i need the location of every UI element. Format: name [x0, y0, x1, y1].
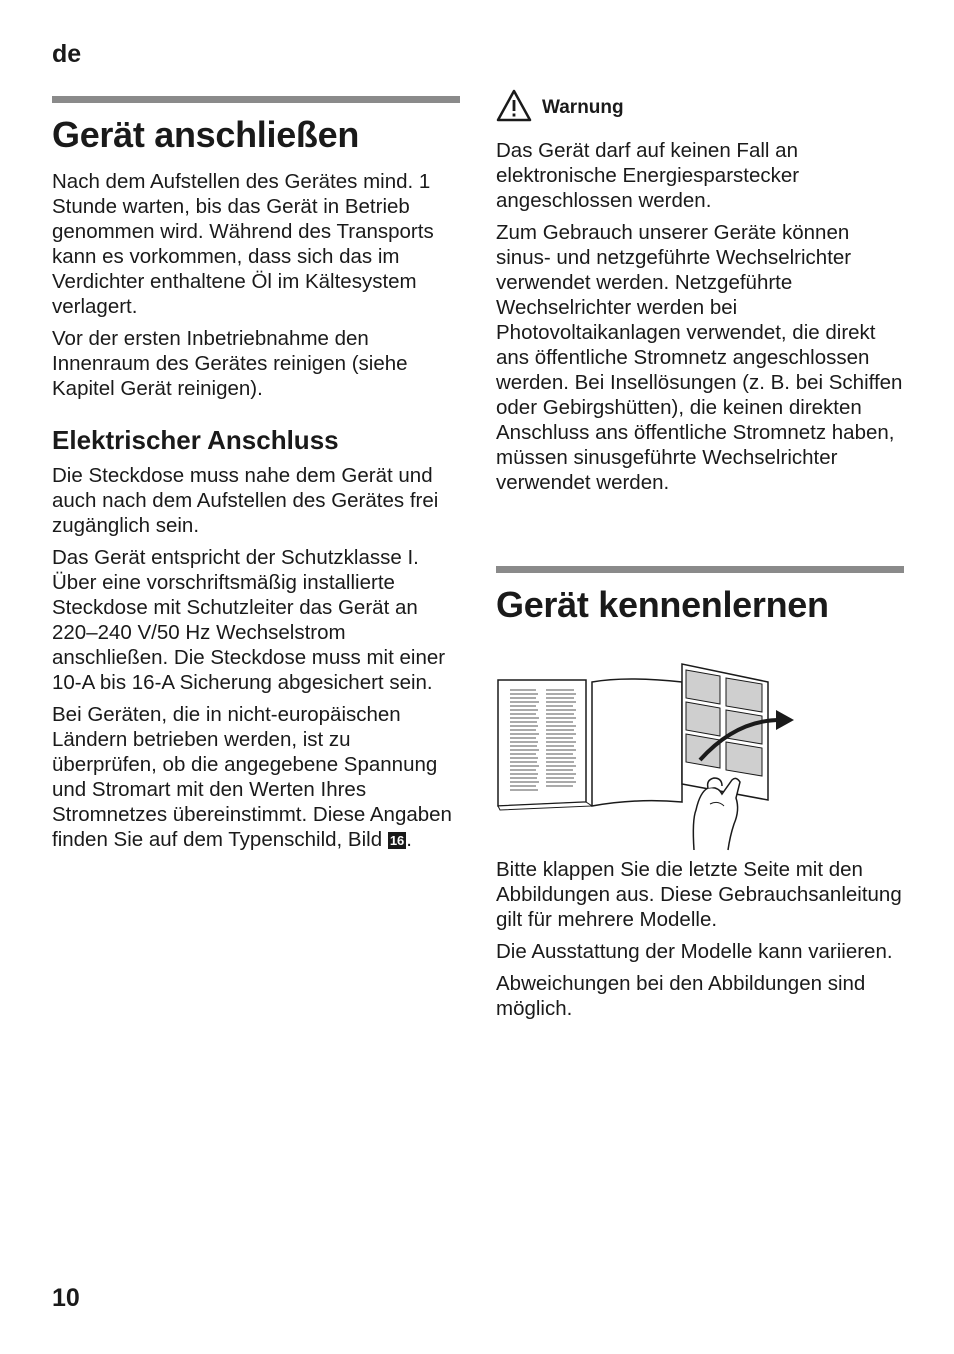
section-title: Gerät kennenlernen: [496, 584, 829, 625]
section-rule: [496, 566, 904, 573]
paragraph: Bitte klappen Sie die letzte Seite mit den Abbildungen aus. Diese Gebrauchsanleitung gilt für mehrere Modelle.: [496, 858, 902, 931]
warning-triangle-icon: [496, 89, 532, 128]
warning-header: [496, 88, 904, 128]
warning-box: [496, 88, 904, 502]
paragraph: Das Gerät entspricht der Schutzklasse I. Über eine vorschriftsmäßig installierte Steckdose mit Schutzleiter das Gerät an 220–240 V/50 Hz Wechselstrom anschließen. Die Steckdose muss mit einer 10-A bis 16-A Sicherung abgesichert sein.: [52, 546, 446, 694]
figure-reference-badge: 16: [389, 833, 405, 848]
paragraph-text: Bei Geräten, die in nicht-europäischen Ländern betrieben werden, ist zu überprüfen, ob die angegebene Spannung und Stromart mit den Werten Ihres Stromnetzes übereinstimmt. Diese Angaben finden Sie auf dem Typenschild, Bild: [52, 703, 452, 851]
paragraph: Vor der ersten Inbetriebnahme den Innenraum des Gerätes reinigen (siehe Kapitel Gerät reinigen).: [52, 327, 408, 400]
paragraph: Nach dem Aufstellen des Gerätes mind. 1 Stunde warten, bis das Gerät in Betrieb genommen wird. Während des Transports kann es vorkommen, dass sich das im Verdichter enthaltene Öl im Kältesystem verlagert.: [52, 170, 434, 318]
paragraph: Abweichungen bei den Abbildungen sind möglich.: [496, 972, 866, 1020]
fold-out-page-illustration: [496, 660, 808, 852]
paragraph: [52, 702, 460, 852]
warning-label: Warnung: [542, 97, 624, 118]
subsection-title: Elektrischer Anschluss: [52, 425, 339, 455]
section-title: Gerät anschließen: [52, 114, 360, 155]
section-rule: [52, 96, 460, 103]
paragraph: Das Gerät darf auf keinen Fall an elektronische Energiesparstecker angeschlossen werden.: [496, 139, 800, 212]
page-number: 10: [52, 1284, 80, 1312]
language-code: de: [52, 40, 82, 68]
figure-reference-suffix: .: [406, 828, 412, 851]
paragraph: Zum Gebrauch unserer Geräte können sinus- und netzgeführte Wechselrichter verwendet werden. Netzgeführte Wechselrichter werden bei Photovoltaikanlagen verwendet, die direkt ans öffentliche Stromnetz angeschlossen werden. Bei Insellösungen (z. B. bei Schiffen oder Gebirgshütten), die keinen direkten Anschluss ans öffentliche Stromnetz haben, müssen sinusgeführte Wechselrichter verwendet werden.: [496, 221, 903, 494]
paragraph: Die Steckdose muss nahe dem Gerät und auch nach dem Aufstellen des Gerätes frei zugänglich sein.: [52, 464, 439, 537]
section-get-to-know: [496, 566, 904, 639]
section-connect: [52, 96, 460, 859]
section-get-to-know-text: [496, 857, 904, 1028]
paragraph: Die Ausstattung der Modelle kann variieren.: [496, 940, 893, 963]
